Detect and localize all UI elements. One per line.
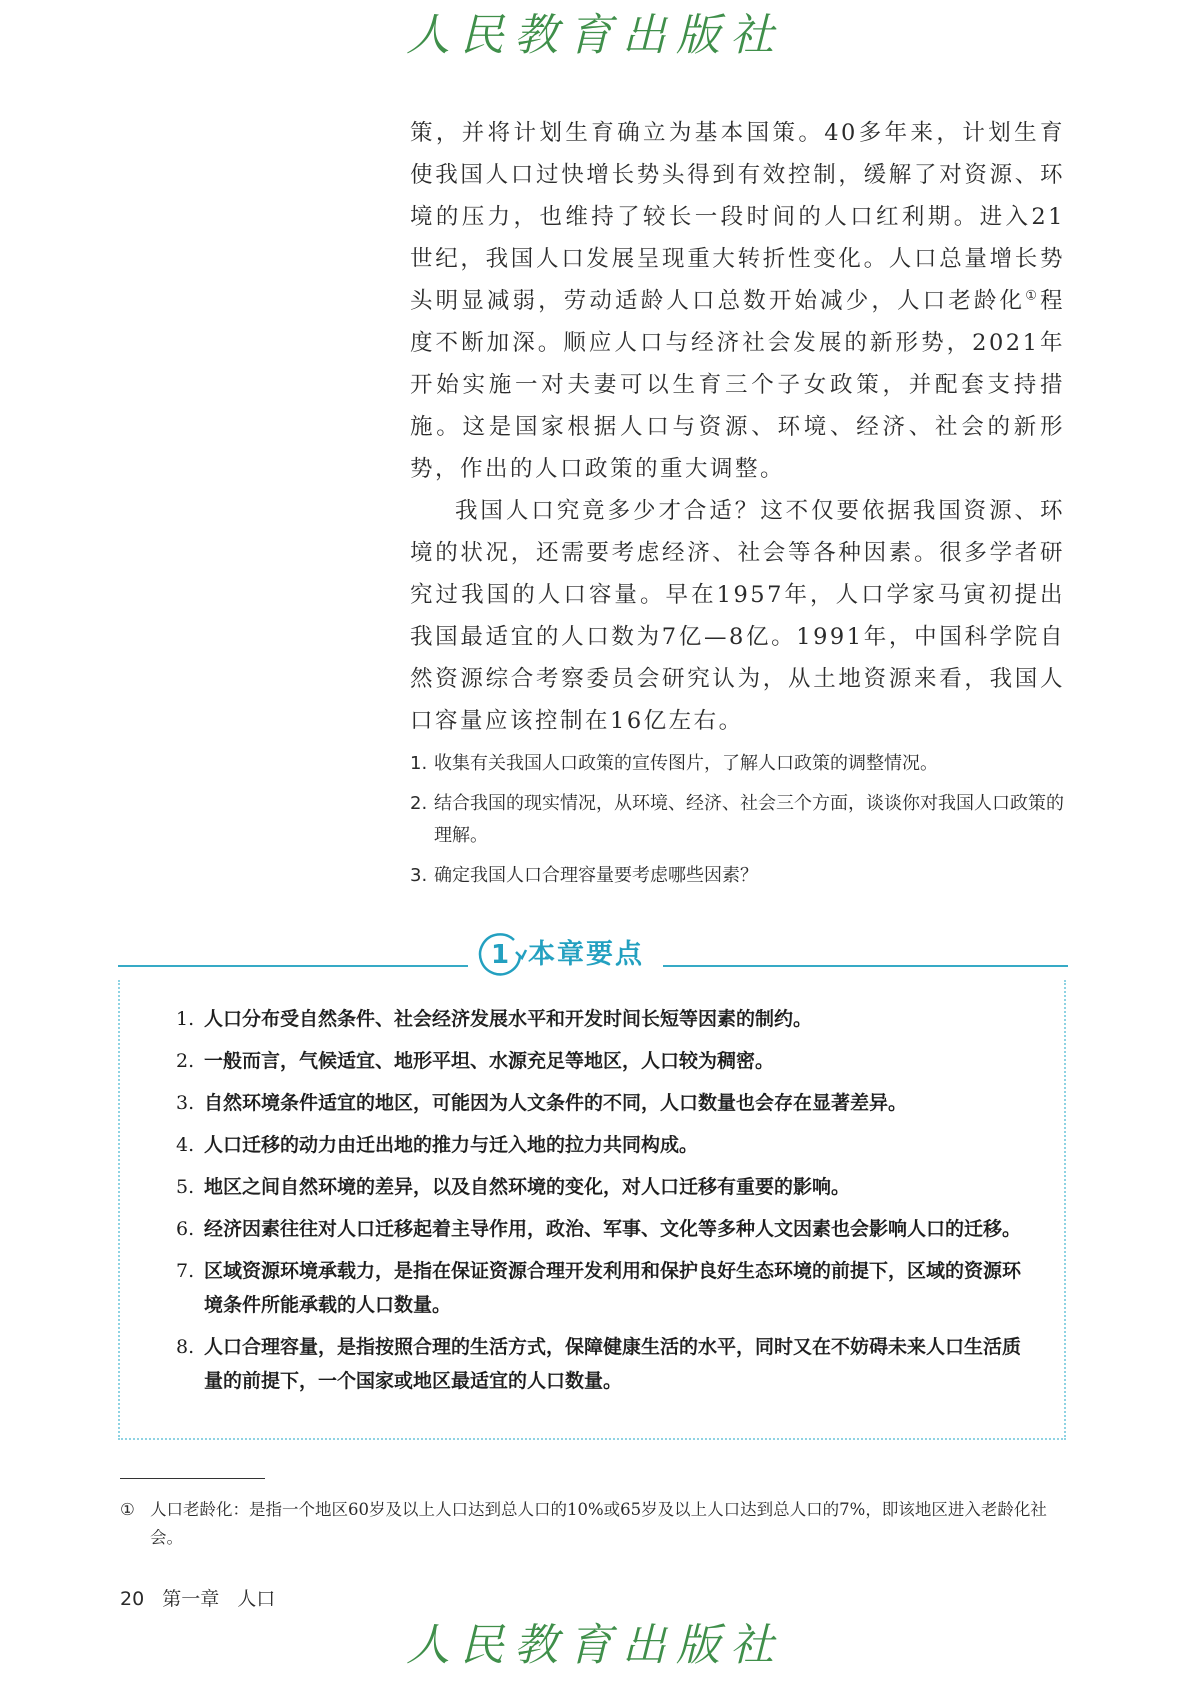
header-rule-left	[118, 965, 468, 967]
footnote-divider	[120, 1478, 265, 1479]
body-paragraph-2: 我国人口究竟多少才合适？这不仅要依据我国资源、环境的状况，还需要考虑经济、社会等各种因素。很多学者研究过我国的人口容量。早在1957年，人口学家马寅初提出我国最适宜的人口数为7亿—8亿。1991年，中国科学院自然资源综合考察委员会研究认为，从土地资源来看，我国人口容量应该控制在16亿左右。	[410, 498, 1065, 734]
summary-item: 1. 人口分布受自然条件、社会经济发展水平和开发时间长短等因素的制约。	[176, 1008, 813, 1030]
page-footer	[120, 1584, 275, 1611]
badge-circle-icon	[476, 930, 532, 978]
body-text	[410, 112, 1065, 742]
footnote-mark: ①	[120, 1500, 135, 1519]
summary-item: 2. 一般而言，气候适宜、地形平坦、水源充足等地区，人口较为稠密。	[176, 1050, 775, 1072]
summary-item: 8. 人口合理容量，是指按照合理的生活方式，保障健康生活的水平，同时又在不妨碍未来人口生活质量的前提下，一个国家或地区最适宜的人口数量。	[176, 1336, 1022, 1392]
chapter-label: 第一章	[162, 1588, 220, 1610]
body-paragraph-1: 策，并将计划生育确立为基本国策。40多年来，计划生育使我国人口过快增长势头得到有效控制，缓解了对资源、环境的压力，也维持了较长一段时间的人口红利期。进入21世纪，我国人口发展呈现重大转折性变化。人口总量增长势头明显减弱，劳动适龄人口总数开始减少，人口老龄化①程度不断加深。顺应人口与经济社会发展的新形势，2021年开始实施一对夫妻可以生育三个子女政策，并配套支持措施。这是国家根据人口与资源、环境、经济、社会的新形势，作出的人口政策的重大调整。	[410, 120, 1065, 482]
activity-item: 2. 结合我国的现实情况，从环境、经济、社会三个方面，谈谈你对我国人口政策的理解。	[410, 793, 1064, 846]
summary-item: 3. 自然环境条件适宜的地区，可能因为人文条件的不同，人口数量也会存在显著差异。	[176, 1092, 908, 1114]
summary-item: 4. 人口迁移的动力由迁出地的推力与迁入地的拉力共同构成。	[176, 1134, 699, 1156]
publisher-watermark-top: 人民教育出版社	[406, 10, 784, 61]
footnote	[120, 1496, 1068, 1552]
summary-item: 7. 区域资源环境承载力，是指在保证资源合理开发利用和保护良好生态环境的前提下，区域的资源环境条件所能承载的人口数量。	[176, 1260, 1022, 1316]
footnote-reference: ①	[1025, 288, 1040, 304]
activity-item: 1. 收集有关我国人口政策的宣传图片，了解人口政策的调整情况。	[410, 753, 938, 774]
activity-list	[410, 748, 1065, 900]
summary-list	[168, 1002, 1028, 1406]
summary-title: 本章要点	[528, 939, 644, 970]
chapter-summary-header	[118, 920, 1068, 980]
summary-badge-number: 1	[490, 940, 510, 970]
page-number: 20	[120, 1588, 145, 1610]
summary-item: 6. 经济因素往往对人口迁移起着主导作用，政治、军事、文化等多种人文因素也会影响人口的迁移。	[176, 1218, 1022, 1240]
footnote-text: 人口老龄化：是指一个地区60岁及以上人口达到总人口的10%或65岁及以上人口达到总人口的7%，即该地区进入老龄化社会。	[150, 1500, 1047, 1547]
activity-item: 3. 确定我国人口合理容量要考虑哪些因素？	[410, 865, 758, 886]
summary-item: 5. 地区之间自然环境的差异，以及自然环境的变化，对人口迁移有重要的影响。	[176, 1176, 851, 1198]
publisher-watermark-bottom: 人民教育出版社	[406, 1620, 784, 1671]
header-rule-right	[663, 965, 1068, 967]
section-label: 人口	[237, 1588, 276, 1610]
